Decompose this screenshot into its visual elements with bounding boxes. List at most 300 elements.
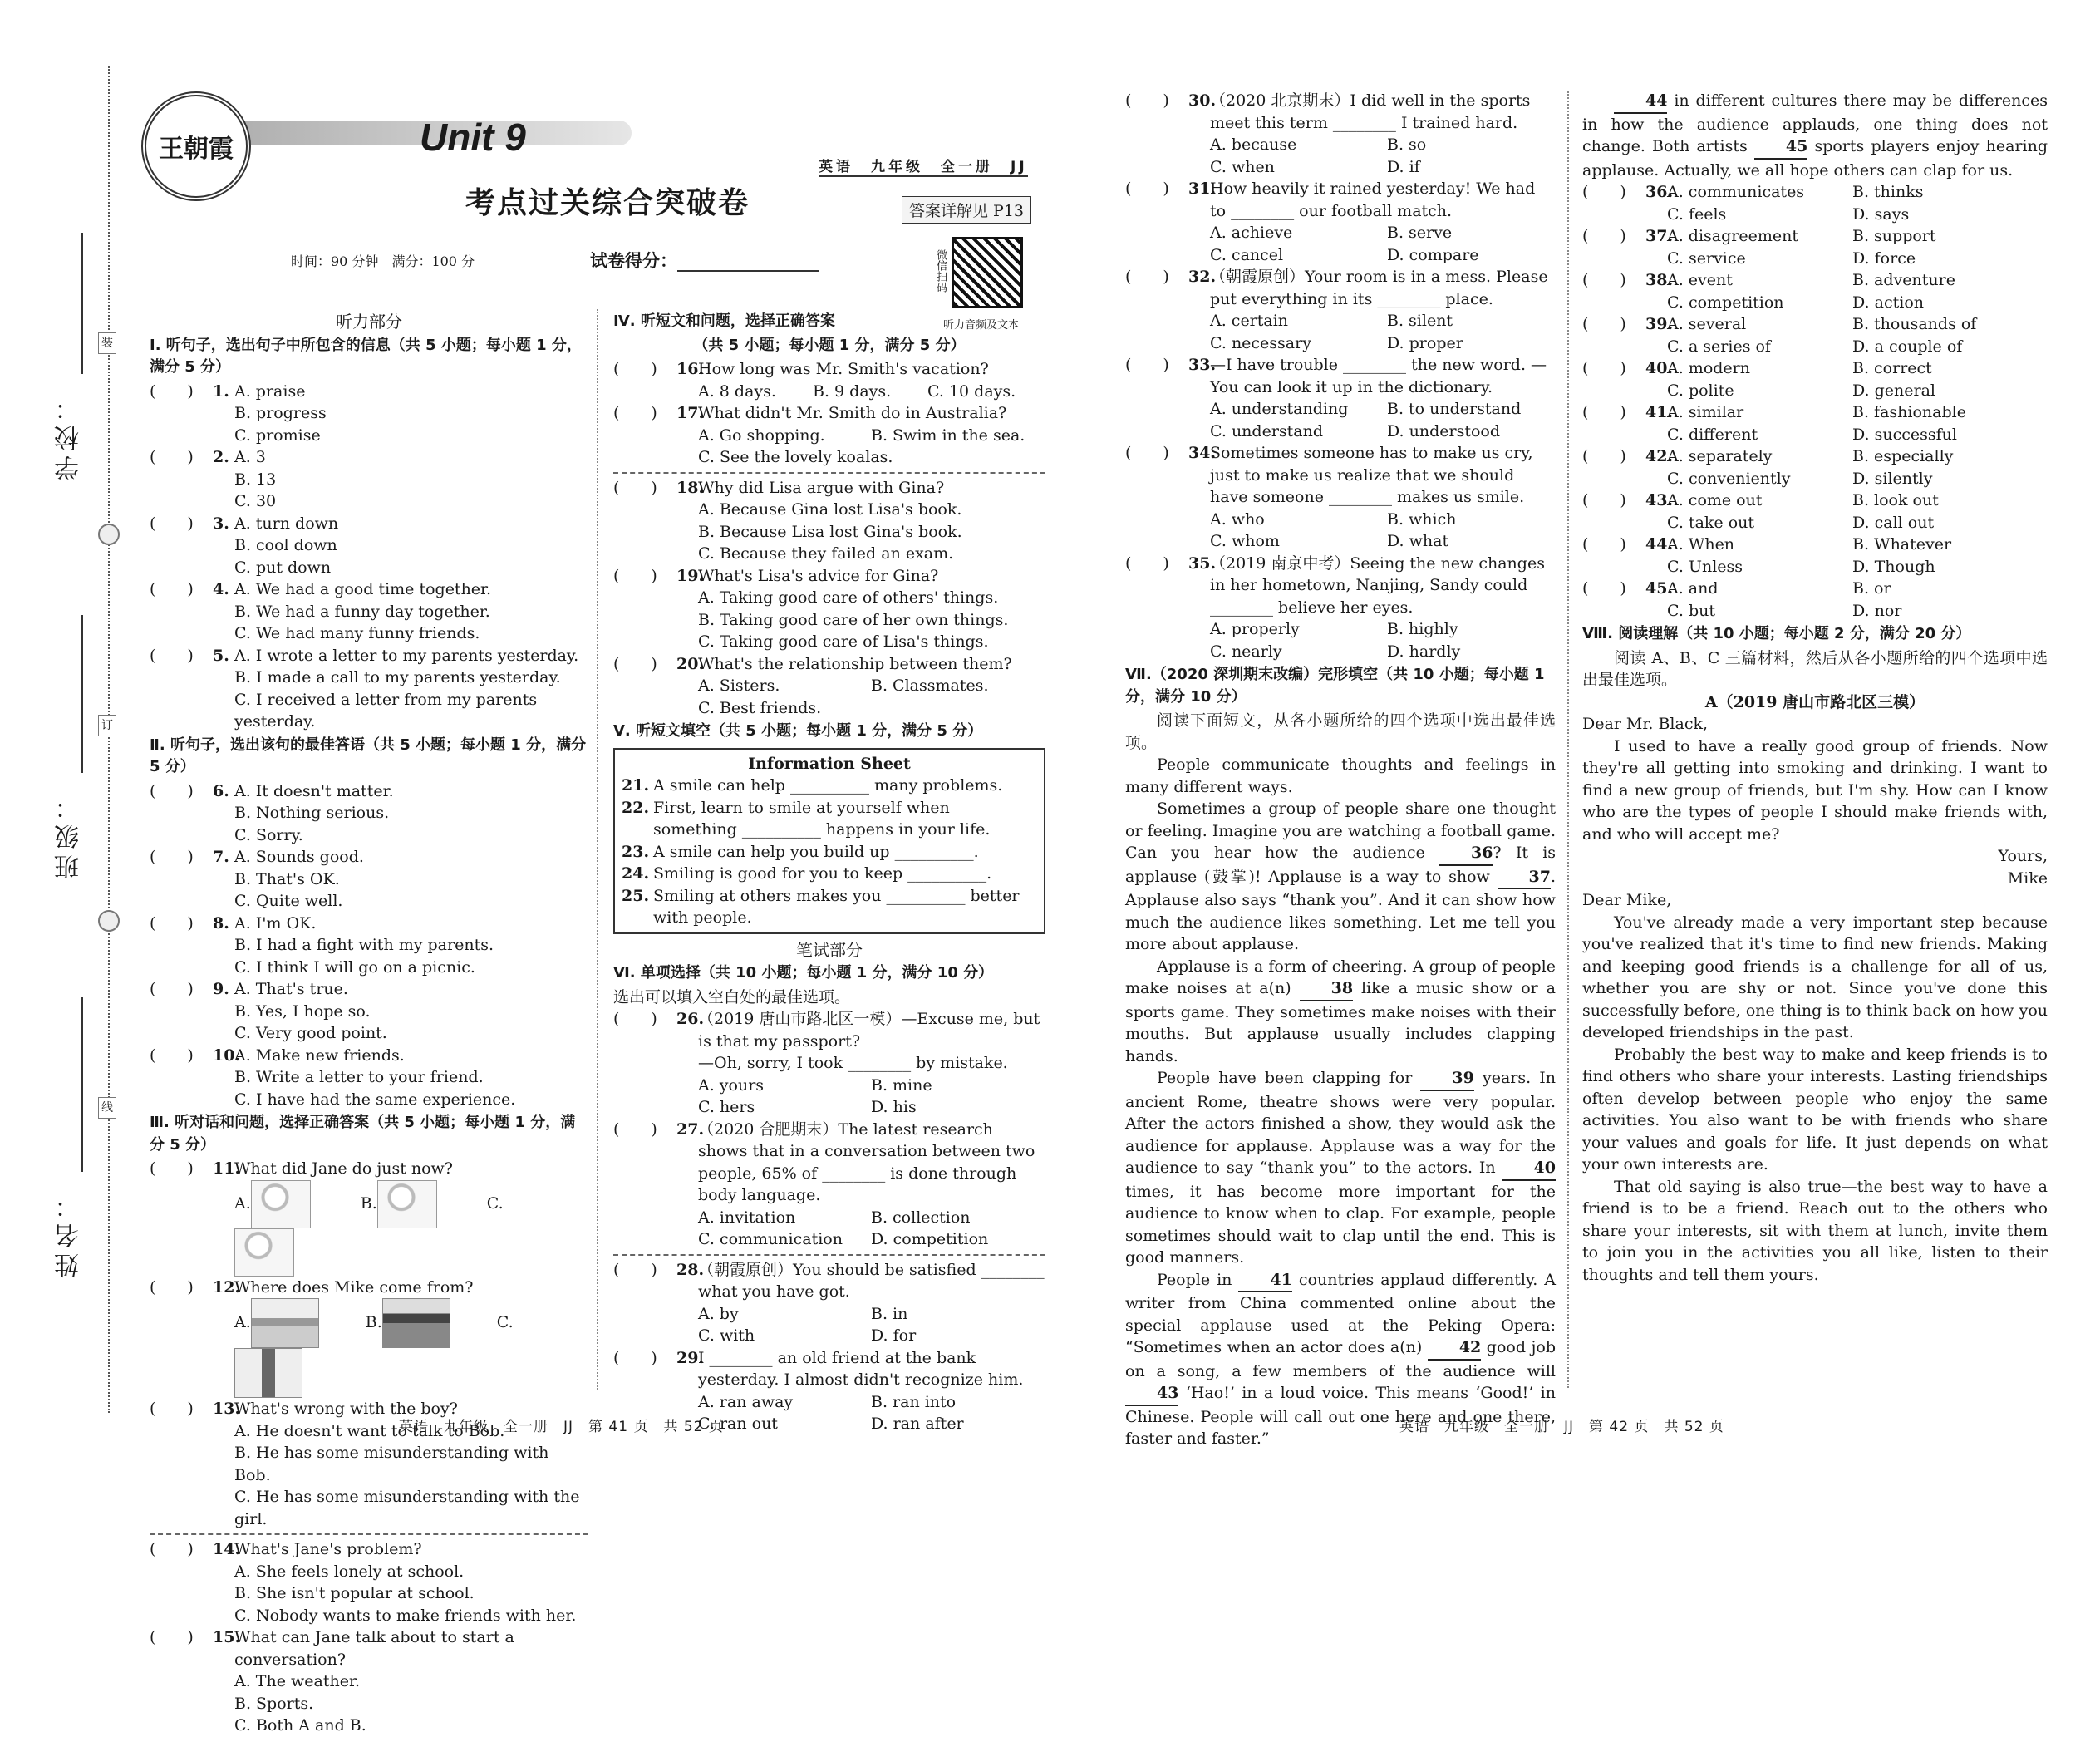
option: C. service	[1667, 248, 1746, 268]
option: B. serve	[1387, 224, 1453, 242]
answer-bracket[interactable]: ( )	[1125, 356, 1169, 374]
question-stem: （朝霞原创）You should be satisfied ________ what you have got.	[698, 1260, 1045, 1301]
option: B. collection	[871, 1208, 971, 1227]
option: C. whom	[1210, 532, 1280, 550]
divider	[613, 1254, 1045, 1256]
question-42: ( ) 42. A. separately B. especially C. conveniently D. silently	[1582, 445, 2048, 490]
answer-bracket[interactable]: ( )	[1582, 447, 1626, 465]
option: C. 10 days.	[927, 381, 1016, 401]
writing-column-2	[1582, 90, 2048, 1286]
option: A. and	[1667, 579, 1719, 598]
option: B. correct	[1852, 359, 1932, 377]
answer-bracket[interactable]: ( )	[150, 381, 194, 401]
option: A. praise	[234, 381, 306, 401]
qr-side-label: 微信扫码	[934, 249, 947, 293]
blank-40[interactable]: 40	[1502, 1157, 1556, 1181]
option: C. when	[1210, 157, 1275, 176]
question-stem: （2019 南京中考）Seeing the new changes in her hometown, Nanjing, Sandy could ________ believe her eyes.	[1210, 554, 1545, 617]
option: A. When	[1667, 535, 1735, 554]
letter-body: You've already made a very important step because you've realized that it's time to find new friends. Making and keeping good friends is a challenge for all of us, whether you are shy or not. Since you've done this successfully before, one thing is to think back on how you developed friendships in the past.	[1582, 913, 2048, 1041]
girl-writing-icon	[377, 1180, 437, 1228]
answer-bracket[interactable]: ( )	[150, 913, 194, 932]
class-label: 班级：	[55, 790, 84, 879]
option: A. achieve	[1210, 224, 1293, 242]
option: C. necessary	[1210, 333, 1311, 352]
section-7-hint: 阅读下面短文，从各小题所给的四个选项中选出最佳选项。	[1125, 711, 1556, 752]
option: B. cool down	[234, 536, 337, 554]
option: B. which	[1387, 509, 1457, 529]
letter-signature: Mike	[2007, 868, 2048, 888]
school-field[interactable]	[81, 233, 83, 374]
answer-bracket[interactable]: ( )	[150, 1400, 194, 1418]
option: A. She feels lonely at school.	[234, 1562, 465, 1581]
question-16: ( ) 16. How long was Mr. Smith's vacation? A. 8 days. B. 9 days. C. 10 days.	[613, 358, 1045, 402]
option: B. I had a fight with my parents.	[234, 936, 494, 954]
question-12: ( ) 12. Where does Mike come from? A. B. C.	[150, 1277, 588, 1399]
question-40: ( ) 40. A. modern B. correct C. polite D. general	[1582, 357, 2048, 401]
info-row: 23. A smile can help you build up __________.	[622, 841, 1037, 864]
answer-bracket[interactable]: ( )	[150, 448, 194, 466]
answer-bracket[interactable]: ( )	[1582, 359, 1626, 377]
fill-blank-item[interactable]: Smiling at others makes you __________ better with people.	[653, 886, 1020, 927]
option: B. 13	[234, 470, 277, 489]
option: A. Go shopping.	[698, 426, 825, 445]
divider	[150, 1533, 588, 1535]
question-19: ( ) 19. What's Lisa's advice for Gina? A. Taking good care of others' things. B. Taking good care of her own things. C. Taking good care of Lisa's things.	[613, 565, 1045, 653]
divider	[613, 472, 1045, 474]
binding-tag-ding: 订	[98, 715, 116, 736]
blank-37[interactable]: 37	[1498, 866, 1551, 890]
option: D. force	[1852, 248, 1916, 268]
header-swoosh	[199, 121, 632, 145]
option: D. nor	[1852, 601, 1902, 620]
question-6: ( ) 6. A. It doesn't matter. B. Nothing serious. C. Sorry.	[150, 780, 588, 847]
option: C. Both A and B.	[234, 1716, 366, 1735]
question-stem: What's wrong with the boy?	[234, 1400, 458, 1418]
option: B. Nothing serious.	[234, 804, 390, 822]
question-stem: （2020 合肥期末）The latest research shows that in a conversation between two people, 65% of ________ is done through body language.	[698, 1119, 1035, 1204]
brand-logo	[141, 91, 251, 201]
question-15: ( ) 15. What can Jane talk about to start a conversation? A. The weather. B. Sports. C. Both A and B.	[150, 1626, 588, 1737]
name-field[interactable]	[81, 997, 83, 1172]
question-39: ( ) 39. A. several B. thousands of C. a series of D. a couple of	[1582, 313, 2048, 357]
option: C. different	[1667, 425, 1758, 444]
question-45: ( ) 45. A. and B. or C. but D. nor	[1582, 578, 2048, 622]
option: C. feels	[1667, 204, 1727, 224]
binding-hole	[98, 524, 120, 545]
letter-body: I used to have a really good group of friends. Now they're all getting into smoking and drinking. I want to find a new group of friends, but I'm shy. How can I know who are the types of people I should make friends with, and who will accept me?	[1582, 736, 2048, 844]
info-row: 22. First, learn to smile at yourself when something __________ happens in your life.	[622, 797, 1037, 841]
option: C. cancel	[1210, 245, 1284, 264]
option: A. invitation	[698, 1208, 796, 1227]
option: A. who	[1210, 509, 1265, 529]
question-8: ( ) 8. A. I'm OK. B. I had a fight with my parents. C. I think I will go on a picnic.	[150, 913, 588, 979]
left-page	[0, 0, 1050, 1735]
option: D. ran after	[871, 1415, 964, 1433]
letter-body: That old saying is also true—the best way to have a friend is to be a friend. Reach out to the others who share your interests, sit with them at lunch, invite them to join you in the activities you all like, listen to their thoughts and tell them yours.	[1582, 1177, 2048, 1284]
option: A. turn down	[234, 514, 339, 533]
option: D. a couple of	[1852, 337, 1963, 356]
question-stem: （2019 唐山市路北区一模）—Excuse me, but is that my passport?	[698, 1010, 1040, 1051]
answer-bracket[interactable]: ( )	[150, 1628, 194, 1646]
section-4-score: （共 5 小题；每小题 1 分，满分 5 分）	[693, 336, 966, 354]
fill-blank-item[interactable]: A smile can help __________ many problems.	[653, 776, 1003, 795]
option: A. yours	[698, 1075, 765, 1095]
option: B. I made a call to my parents yesterday.	[234, 668, 561, 686]
option: B. He has some misunderstanding with Bob.	[234, 1444, 549, 1484]
option: A. understanding	[1210, 400, 1349, 418]
question-10: ( ) 10. A. Make new friends. B. Write a letter to your friend. C. I have had the same experience.	[150, 1045, 588, 1111]
option: C. communication	[698, 1230, 843, 1248]
option: B. 9 days.	[813, 381, 892, 401]
option: C. hers	[698, 1098, 755, 1116]
section-5-title: Ⅴ. 听短文填空（共 5 小题；每小题 1 分，满分 5 分）	[613, 722, 983, 740]
question-stem: Sometimes someone has to make us cry, just to make us realize that we should have someone ________ makes us smile.	[1210, 444, 1533, 506]
question-31: ( ) 31. How heavily it rained yesterday! We had to ________ our football match. A. achieve B. serve C. cancel D. compare	[1125, 178, 1556, 266]
answer-bracket[interactable]: ( )	[1582, 535, 1626, 554]
option: A. Taking good care of others' things.	[698, 588, 999, 607]
option: B. fashionable	[1852, 403, 1966, 421]
blank-38[interactable]: 38	[1300, 977, 1353, 1001]
option: A. ran away	[698, 1392, 794, 1411]
option: B. Swim in the sea.	[871, 426, 1025, 445]
option: A. because	[1210, 135, 1297, 154]
answer-bracket[interactable]: ( )	[1125, 444, 1169, 462]
option: A. Sisters.	[698, 677, 780, 695]
answer-bracket[interactable]: ( )	[1125, 180, 1169, 198]
page-footer-right: 英语 九年级 全一册 JJ 第 42 页 共 52 页	[1399, 1419, 1724, 1435]
section-8-title: Ⅷ. 阅读理解（共 10 小题；每小题 2 分，满分 20 分）	[1582, 625, 1971, 642]
section-7-title: Ⅶ.（2020 深圳期末改编）完形填空（共 10 小题；每小题 1 分，满分 10 分）	[1125, 666, 1545, 706]
option: C. Best friends.	[698, 698, 822, 717]
option: C. polite	[1667, 381, 1734, 400]
option: B. look out	[1852, 491, 1939, 509]
option: B. ran into	[871, 1392, 957, 1411]
writing-heading: 笔试部分	[796, 939, 863, 960]
answer-bracket[interactable]: ( )	[613, 1260, 657, 1279]
blank-41[interactable]: 41	[1238, 1269, 1291, 1293]
fill-blank-item[interactable]: A smile can help you build up __________.	[653, 842, 979, 861]
option: D. says	[1852, 204, 1910, 224]
option: D. action	[1852, 293, 1924, 312]
answer-bracket[interactable]: ( )	[1582, 271, 1626, 289]
option: D. successful	[1852, 425, 1957, 444]
question-35: ( ) 35. （2019 南京中考）Seeing the new changes in her hometown, Nanjing, Sandy could ________ believe her eyes. A. properly B. highly C. nearly D. hardly	[1125, 553, 1556, 663]
answer-bracket[interactable]: ( )	[613, 654, 657, 673]
answer-bracket[interactable]: ( )	[150, 1277, 194, 1297]
option: D. hardly	[1387, 642, 1461, 661]
question-stem: Why did Lisa argue with Gina?	[698, 478, 945, 497]
answer-bracket[interactable]: ( )	[1582, 491, 1626, 509]
qr-code-icon[interactable]	[952, 237, 1023, 308]
option: B. in	[871, 1304, 908, 1323]
question-33: ( ) 33. —I have trouble ________ the new word. —You can look it up in the dictionary. A. understanding B. to understand C. understand D. understood	[1125, 354, 1556, 442]
option: C. understand	[1210, 421, 1324, 440]
binding-tag-zhuang: 装	[98, 332, 116, 354]
school-label: 学校：	[55, 391, 84, 480]
info-row: 24. Smiling is good for you to keep __________.	[622, 863, 1037, 885]
option: C. conveniently	[1667, 469, 1791, 488]
answer-bracket[interactable]: ( )	[1582, 315, 1626, 333]
answer-bracket[interactable]: ( )	[150, 1046, 194, 1065]
answer-bracket[interactable]: ( )	[1582, 579, 1626, 598]
option: A. I'm OK.	[234, 913, 317, 932]
answer-bracket[interactable]: ( )	[150, 646, 194, 665]
option: B. thinks	[1852, 183, 1924, 201]
answer-bracket[interactable]: ( )	[150, 514, 194, 533]
question-32: ( ) 32. （朝霞原创）Your room is in a mess. Please put everything in its ________ place. A. certain B. silent C. necessary D. proper	[1125, 266, 1556, 354]
binding-tag-xian: 线	[98, 1097, 116, 1119]
option: A. He doesn't want to talk to Bob.	[234, 1421, 505, 1440]
question-stem: Where does Mike come from?	[234, 1277, 474, 1297]
blank-43[interactable]: 43	[1125, 1382, 1178, 1406]
listening-column-2	[613, 309, 1045, 1435]
question-34: ( ) 34. Sometimes someone has to make us cry, just to make us realize that we should have someone ________ makes us smile. A. who B. which C. whom D. what	[1125, 442, 1556, 553]
blank-42[interactable]: 42	[1428, 1336, 1481, 1361]
option: A. similar	[1667, 403, 1744, 421]
option: B. support	[1852, 227, 1936, 245]
binding-line	[108, 66, 110, 1413]
score-label: 试卷得分：	[590, 251, 677, 271]
tiananmen-image	[382, 1298, 450, 1348]
score-field[interactable]	[677, 270, 819, 272]
option: C. competition	[1667, 293, 1784, 312]
option: D. general	[1852, 381, 1936, 400]
question-37: ( ) 37. A. disagreement B. support C. service D. force	[1582, 225, 2048, 269]
option: B. Sports.	[234, 1694, 314, 1713]
fill-blank-item[interactable]: First, learn to smile at yourself when something __________ happens in your life.	[653, 798, 991, 839]
option: B. She isn't popular at school.	[234, 1584, 475, 1602]
option: B. adventure	[1852, 271, 1955, 289]
option: A. That's true.	[234, 980, 348, 998]
answer-reference: 答案详解见 P13	[902, 196, 1031, 224]
answer-bracket[interactable]: ( )	[150, 580, 194, 598]
cloze-paragraph: 44 in different cultures there may be differences in how the audience applauds, one thing does not change. Both artists 45 sports players enjoy hearing applause. Actually, we all hope others can clap for us.	[1582, 91, 2048, 180]
option: C. promise	[234, 426, 321, 445]
question-stem: What's Lisa's advice for Gina?	[698, 566, 939, 585]
option: A. event	[1667, 271, 1733, 289]
question-2: ( ) 2. A. 3 B. 13 C. 30	[150, 446, 588, 513]
answer-bracket[interactable]: ( )	[613, 360, 657, 378]
option: A. properly	[1210, 620, 1300, 638]
letter-body: Probably the best way to make and keep friends is to find others who share your interests. Lasting friendships often develop between people who enjoy the same activities. You also want to be with friends who share your values and goals for life. It just depends on what your own interests are.	[1582, 1045, 2048, 1174]
option: D. compare	[1387, 245, 1479, 264]
question-43: ( ) 43. A. come out B. look out C. take out D. call out	[1582, 490, 2048, 534]
answer-bracket[interactable]: ( )	[613, 478, 657, 497]
option: B. or	[1852, 579, 1891, 598]
cloze-paragraph: People communicate thoughts and feelings in many different ways.	[1125, 755, 1556, 796]
answer-bracket[interactable]: ( )	[150, 980, 194, 998]
question-stem: How long was Mr. Smith's vacation?	[698, 360, 989, 378]
answer-bracket[interactable]: ( )	[613, 566, 657, 585]
question-27: ( ) 27. （2020 合肥期末）The latest research shows that in a conversation between two people, 65% of ________ is done through body language. A. invitation B. collection C. communication D. competition	[613, 1119, 1045, 1251]
page-footer-left: 英语 九年级 全一册 JJ 第 41 页 共 52 页	[399, 1419, 724, 1435]
question-5: ( ) 5. A. I wrote a letter to my parents yesterday. B. I made a call to my parents yesterday. C. I received a letter from my parents yesterday.	[150, 645, 588, 733]
option: C. put down	[234, 558, 332, 577]
option: D. Though	[1852, 557, 1935, 576]
option: A. communicates	[1667, 183, 1805, 201]
option: C. Sorry.	[234, 825, 303, 844]
option: C. Taking good care of Lisa's things.	[698, 632, 989, 651]
option: A. disagreement	[1667, 227, 1798, 245]
answer-bracket[interactable]: ( )	[150, 848, 194, 866]
question-stem: What's Jane's problem?	[234, 1540, 422, 1558]
option: A. It doesn't matter.	[234, 781, 394, 800]
option: C. 30	[234, 492, 277, 510]
information-sheet	[613, 748, 1045, 934]
passage-a-title: A（2019 唐山市路北区三模）	[1704, 692, 1925, 711]
option: A. several	[1667, 315, 1747, 333]
section-6-hint: 选出可以填入空白处的最佳选项。	[613, 987, 851, 1006]
option: D. if	[1387, 157, 1420, 176]
page-title: 考点过关综合突破卷	[465, 186, 750, 220]
answer-bracket[interactable]: ( )	[1125, 554, 1169, 573]
column-divider	[1567, 91, 1569, 1388]
binding-hole	[98, 910, 120, 932]
option: A. Make new friends.	[234, 1046, 405, 1065]
answer-bracket[interactable]: ( )	[613, 1119, 657, 1139]
unit-title: Unit 9	[420, 116, 526, 159]
cloze-paragraph: People have been clapping for 39 years. In ancient Rome, theatre shows were very popular. After the actors finished a show, they would ask the audience for applause. Applause was a way for the audience to say “thank you” to the actors. In 40 times, it has become more important for the audience to know when to clap. For example, people sometimes should wait to clap until the end. This is good manners.	[1125, 1069, 1557, 1267]
option: B. so	[1387, 135, 1427, 154]
question-18: ( ) 18. Why did Lisa argue with Gina? A. Because Gina lost Lisa's book. B. Because Lisa lost Gina's book. C. Because they failed an exam.	[613, 477, 1045, 565]
qr-caption: 听力音频及文本	[943, 319, 1020, 332]
option: C. take out	[1667, 513, 1755, 532]
option: C. I think I will go on a picnic.	[234, 957, 475, 977]
info-sheet-title: Information Sheet	[748, 754, 911, 773]
blank-44[interactable]: 44	[1614, 90, 1667, 114]
section-6-title: Ⅵ. 单项选择（共 10 小题；每小题 1 分，满分 10 分）	[613, 964, 994, 982]
option: C. but	[1667, 601, 1715, 620]
answer-bracket[interactable]: ( )	[613, 1348, 657, 1367]
question-29: ( ) 29. I ________ an old friend at the bank yesterday. I almost didn't recognize him. A. ran away B. ran into C. ran out D. ran after	[613, 1347, 1045, 1435]
answer-bracket[interactable]: ( )	[150, 1540, 194, 1558]
option: C. Unless	[1667, 557, 1743, 576]
option: C. Nobody wants to make friends with her.	[234, 1606, 577, 1625]
answer-bracket[interactable]: ( )	[1582, 227, 1626, 245]
subject-tag: 英语 九年级 全一册 JJ	[819, 155, 1028, 177]
blank-39[interactable]: 39	[1420, 1067, 1473, 1091]
question-stem: （朝霞原创）Your room is in a mess. Please put everything in its ________ place.	[1210, 268, 1548, 308]
blank-36[interactable]: 36	[1439, 842, 1493, 866]
question-stem: What can Jane talk about to start a conversation?	[234, 1628, 514, 1669]
option: C. I have had the same experience.	[234, 1090, 516, 1109]
question-17: ( ) 17. What didn't Mr. Smith do in Australia? A. Go shopping. B. Swim in the sea. C. See the lovely koalas.	[613, 402, 1045, 469]
writing-column-1	[1125, 90, 1556, 1450]
section-8-hint: 阅读 A、B、C 三篇材料，然后从各小题所给的四个选项中选出最佳选项。	[1582, 648, 2048, 689]
option: C. Very good point.	[234, 1024, 387, 1042]
question-41: ( ) 41. A. similar B. fashionable C. different D. successful	[1582, 401, 2048, 445]
option: C. He has some misunderstanding with the girl.	[234, 1488, 580, 1528]
question-26: ( ) 26. （2019 唐山市路北区一模）—Excuse me, but is that my passport? —Oh, sorry, I took ________ by mistake. A. yours B. mine C. hers D. his	[613, 1008, 1045, 1119]
answer-bracket[interactable]: ( )	[1582, 403, 1626, 421]
question-stem: —I have trouble ________ the new word. —You can look it up in the dictionary.	[1210, 356, 1547, 396]
answer-bracket[interactable]: ( )	[150, 1159, 194, 1178]
option: D. call out	[1852, 513, 1935, 532]
option: C. Quite well.	[234, 892, 343, 910]
exam-meta: 时间：90 分钟 满分：100 分	[291, 253, 475, 269]
question-4: ( ) 4. A. We had a good time together. B. We had a funny day together. C. We had many funny friends.	[150, 578, 588, 645]
option: B. highly	[1387, 620, 1458, 638]
option: B. Whatever	[1852, 535, 1952, 554]
class-field[interactable]	[81, 615, 83, 773]
right-page	[1050, 0, 2100, 1487]
section-3-title: Ⅲ. 听对话和问题，选择正确答案（共 5 小题；每小题 1 分，满分 5 分）	[150, 1114, 576, 1154]
option: A. We had a good time together.	[234, 580, 492, 598]
question-7: ( ) 7. A. Sounds good. B. That's OK. C. Quite well.	[150, 846, 588, 913]
column-divider	[597, 309, 598, 1390]
question-11: ( ) 11. What did Jane do just now? A. B. C.	[150, 1158, 588, 1277]
answer-bracket[interactable]: ( )	[1582, 183, 1626, 201]
option: C. We had many funny friends.	[234, 624, 480, 642]
question-14: ( ) 14. What's Jane's problem? A. She feels lonely at school. B. She isn't popular at school. C. Nobody wants to make friends with her.	[150, 1538, 588, 1626]
letter-greeting: Dear Mr. Black,	[1582, 715, 1709, 733]
question-stem: —Oh, sorry, I took ________ by mistake.	[698, 1054, 1008, 1072]
option: C. ran out	[698, 1415, 778, 1433]
section-2-title: Ⅱ. 听句子，选出该句的最佳答语（共 5 小题；每小题 1 分，满分 5 分）	[150, 736, 587, 775]
answer-bracket[interactable]: ( )	[150, 781, 194, 800]
question-stem: （2020 北京期末）I did well in the sports meet this term ________ I trained hard.	[1210, 91, 1531, 132]
option: D. his	[871, 1098, 917, 1116]
option: B. Write a letter to your friend.	[234, 1068, 484, 1086]
option: C. See the lovely koalas.	[698, 448, 893, 466]
question-stem: What didn't Mr. Smith do in Australia?	[698, 404, 1007, 422]
section-4-title: Ⅳ. 听短文和问题，选择正确答案	[613, 312, 835, 330]
fill-blank-item[interactable]: Smiling is good for you to keep __________.	[653, 864, 992, 883]
option: B. especially	[1852, 447, 1954, 465]
girl-reading-icon	[234, 1228, 294, 1277]
option: A. by	[698, 1304, 739, 1323]
cloze-paragraph: People in 41 countries applaud differently. A writer from China commented online about the special applause used at the Peking Opera: “Sometimes when an actor does a(n) 42 good job on a song, a few members of the audience will 43 ‘Hao!’ in a loud voice. This means ‘Good!’ in Chinese. People will call out one here and one there, faster and faster.”	[1125, 1270, 1556, 1448]
option: C. nearly	[1210, 642, 1282, 661]
info-row: 21. A smile can help __________ many problems.	[622, 775, 1037, 797]
answer-bracket[interactable]: ( )	[613, 404, 657, 422]
option: B. thousands of	[1852, 315, 1977, 333]
option: A. I wrote a letter to my parents yesterday.	[234, 646, 579, 665]
option: B. That's OK.	[234, 869, 340, 888]
option: B. Taking good care of her own things.	[698, 610, 1009, 629]
question-1: ( ) 1. A. praise B. progress C. promise	[150, 381, 588, 447]
option: D. for	[871, 1326, 917, 1345]
option: C. a series of	[1667, 337, 1771, 356]
listening-heading: 听力部分	[336, 312, 402, 332]
option: A. certain	[1210, 312, 1289, 330]
option: A. modern	[1667, 359, 1750, 377]
big-ben-image	[234, 1348, 302, 1398]
option: C. I received a letter from my parents yesterday.	[234, 690, 538, 731]
sydney-opera-house-image	[251, 1298, 319, 1348]
option: A. separately	[1667, 447, 1773, 465]
answer-bracket[interactable]: ( )	[1125, 268, 1169, 286]
logo-text: 王朝霞	[159, 135, 234, 164]
question-36: ( ) 36. A. communicates B. thinks C. feels D. says	[1582, 181, 2048, 225]
answer-bracket[interactable]: ( )	[1125, 91, 1169, 110]
option: C. with	[698, 1326, 755, 1345]
cloze-paragraph: Applause is a form of cheering. A group of people make noises at a(n) 38 like a music show or a sports game. They sometimes make noises with their mouths. But applause usually includes clapping hands.	[1125, 957, 1557, 1065]
blank-45[interactable]: 45	[1754, 135, 1807, 160]
question-20: ( ) 20. What's the relationship between them? A. Sisters. B. Classmates. C. Best friends.	[613, 653, 1045, 720]
section-1-title: Ⅰ. 听句子，选出句子中所包含的信息（共 5 小题；每小题 1 分，满分 5 分）	[150, 336, 582, 376]
option: A. Because Gina lost Lisa's book.	[698, 500, 962, 519]
option: D. silently	[1852, 469, 1933, 488]
name-label: 姓名：	[55, 1188, 84, 1278]
option: D. proper	[1387, 333, 1463, 352]
letter-greeting: Dear Mike,	[1582, 891, 1672, 909]
option: B. silent	[1387, 312, 1453, 330]
question-stem: What did Jane do just now?	[234, 1159, 453, 1178]
answer-bracket[interactable]: ( )	[613, 1010, 657, 1028]
option: C. Because they failed an exam.	[698, 544, 954, 563]
